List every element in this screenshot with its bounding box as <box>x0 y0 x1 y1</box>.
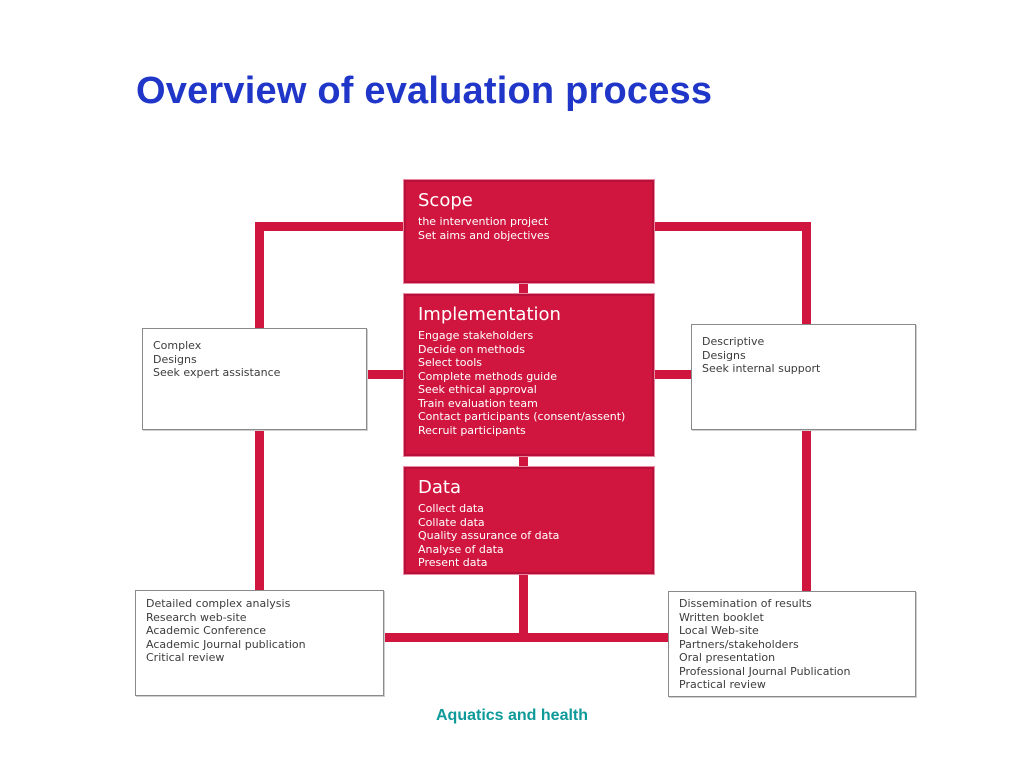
implementation-item: Train evaluation team <box>418 396 538 410</box>
implementation-box <box>404 294 654 456</box>
data-item: Analyse of data <box>418 542 504 556</box>
scope-item: Set aims and objectives <box>418 228 550 242</box>
dissemination-item: Dissemination of results <box>679 597 812 610</box>
complex-analysis-list <box>146 597 373 665</box>
complex-designs-list <box>153 339 356 380</box>
implementation-item: Engage stakeholders <box>418 329 534 342</box>
dissemination-item: Local Web-site <box>679 624 759 637</box>
implementation-item: Contact participants (consent/assent) <box>418 410 626 423</box>
complex-designs-item: Seek expert assistance <box>153 366 281 379</box>
dissemination-item: Partners/stakeholders <box>679 637 799 651</box>
data-list <box>418 502 640 570</box>
implementation-list <box>418 329 640 437</box>
implementation-item: Decide on methods <box>418 342 525 356</box>
complex-designs-box <box>142 328 367 430</box>
slide-title: Overview of evaluation process <box>136 70 713 112</box>
complex-analysis-item: Detailed complex analysis <box>146 597 291 610</box>
data-item: Collate data <box>418 515 485 529</box>
descriptive-designs-box <box>691 324 916 430</box>
scope-list <box>418 215 640 242</box>
complex-analysis-box <box>135 590 384 696</box>
complex-analysis-item: Academic Journal publication <box>146 637 306 651</box>
data-heading: Data <box>418 477 461 498</box>
complex-analysis-item: Critical review <box>146 651 225 664</box>
descriptive-designs-item: Designs <box>702 348 746 362</box>
descriptive-designs-list <box>702 335 905 376</box>
scope-box <box>404 180 654 283</box>
data-item: Present data <box>418 556 488 569</box>
complex-analysis-item: Academic Conference <box>146 624 267 637</box>
descriptive-designs-item: Descriptive <box>702 335 765 348</box>
complex-analysis-item: Research web-site <box>146 610 247 624</box>
descriptive-designs-item: Seek internal support <box>702 362 821 375</box>
dissemination-item: Oral presentation <box>679 651 776 664</box>
implementation-item: Seek ethical approval <box>418 383 537 396</box>
data-box <box>404 467 654 574</box>
data-item: Collect data <box>418 502 484 515</box>
slide-footer: Aquatics and health <box>435 707 589 724</box>
implementation-item: Complete methods guide <box>418 369 557 383</box>
implementation-item: Recruit participants <box>418 423 526 437</box>
connector-right-vertical <box>802 222 811 642</box>
complex-designs-item: Designs <box>153 352 197 366</box>
implementation-item: Select tools <box>418 356 482 369</box>
dissemination-item: Professional Journal Publication <box>679 664 851 678</box>
connector-left-vertical <box>255 222 264 642</box>
dissemination-list <box>679 597 905 692</box>
dissemination-item: Written booklet <box>679 610 764 624</box>
scope-item: the intervention project <box>418 215 549 228</box>
data-item: Quality assurance of data <box>418 529 560 542</box>
complex-designs-item: Complex <box>153 339 202 352</box>
scope-heading: Scope <box>418 190 473 211</box>
dissemination-box <box>668 591 916 697</box>
dissemination-item: Practical review <box>679 678 766 691</box>
implementation-heading: Implementation <box>418 304 561 325</box>
